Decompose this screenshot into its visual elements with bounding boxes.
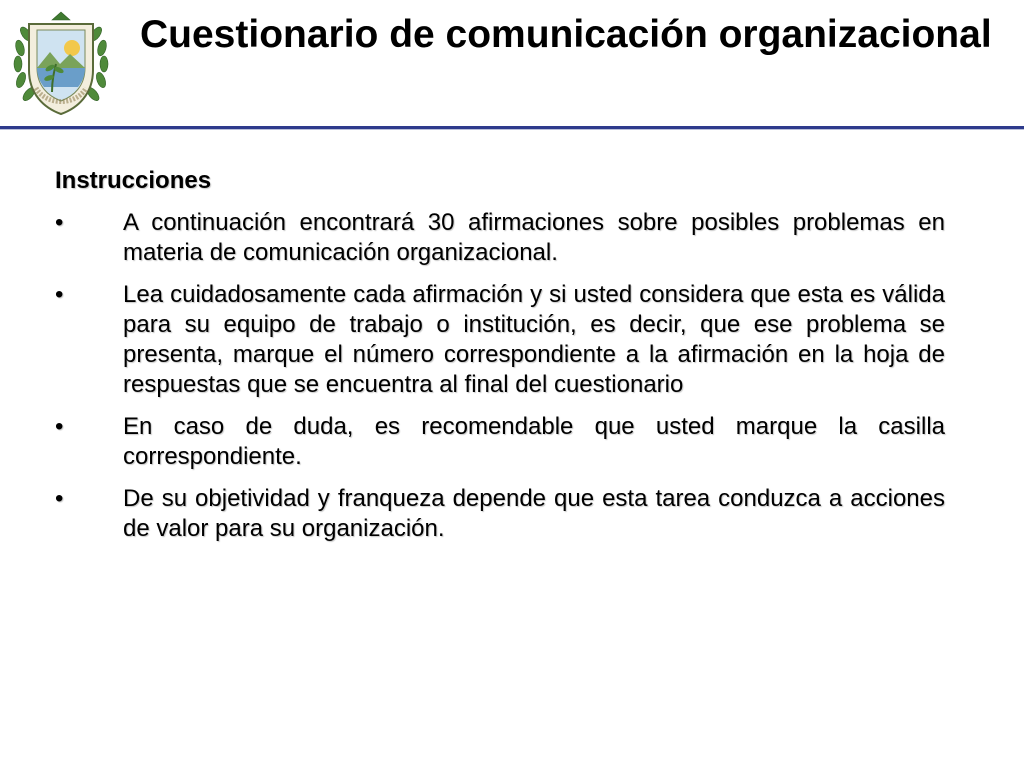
list-item-text: En caso de duda, es recomendable que usted marque la casilla correspondiente.: [123, 413, 945, 470]
slide-title: Cuestionario de comunicación organizacional: [140, 13, 992, 56]
university-seal-logo: [12, 10, 110, 122]
title-divider-shadow: [0, 129, 1024, 130]
bullet-icon: •: [55, 281, 64, 308]
list-item: [55, 484, 945, 544]
instructions-heading: Instrucciones: [55, 167, 212, 194]
slide-body: [55, 166, 945, 556]
list-item-text: De su objetividad y franqueza depende que esta tarea conduzca a acciones de valor para su organización.: [123, 485, 945, 542]
bullet-icon: •: [55, 413, 64, 440]
list-item: [55, 208, 945, 268]
bullet-icon: •: [55, 485, 64, 512]
list-item: [55, 412, 945, 472]
bullet-icon: •: [55, 209, 64, 236]
instructions-list: [55, 208, 945, 544]
list-item-text: Lea cuidadosamente cada afirmación y si usted considera que esta es válida para su equipo de trabajo o institución, es decir, que ese problema se presenta, marque el número correspondiente a la afirmación en la hoja de respuestas que se encuentra al final del cuestionario: [123, 281, 945, 398]
list-item: [55, 280, 945, 400]
list-item-text: A continuación encontrará 30 afirmaciones sobre posibles problemas en materia de comunicación organizacional.: [123, 209, 945, 266]
